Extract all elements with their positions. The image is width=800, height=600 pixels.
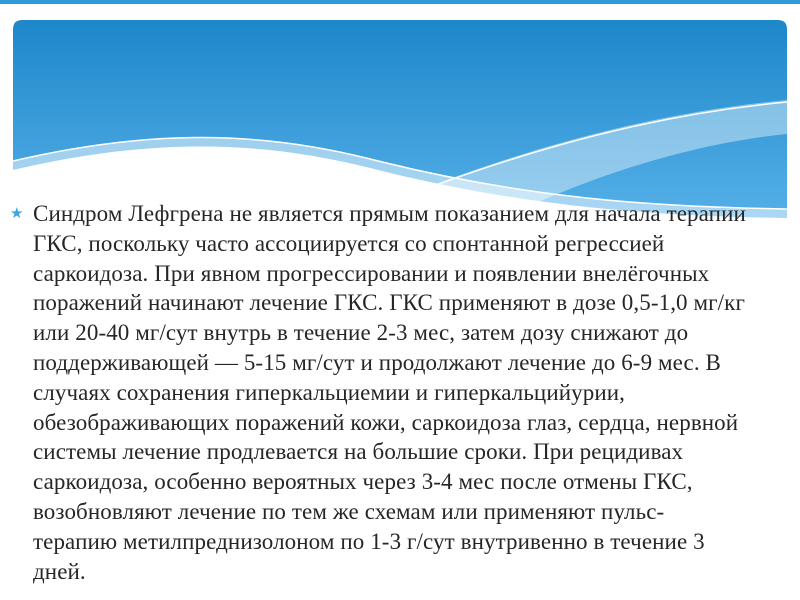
text-line: поражений начинают лечение ГКС. ГКС применяют в дозе 0,5-1,0 мг/кг <box>33 290 745 316</box>
text-line: дней. <box>33 558 86 584</box>
text-line: поддерживающей — 5-15 мг/сут и продолжают лечение до 6-9 мес. В <box>33 349 722 375</box>
top-edge-strip <box>0 0 800 4</box>
text-line: саркоидоза. При явном прогрессировании и появлении внелёгочных <box>33 260 710 286</box>
text-line: случаях сохранения гиперкальциемии и гиперкальцийурии, <box>33 379 626 405</box>
text-line: возобновляют лечение по тем же схемам или применяют пульс- <box>33 498 665 524</box>
text-line: терапию метилпреднизолоном по 1-3 г/сут внутривенно в течение 3 <box>33 528 705 554</box>
star-bullet-icon: ★ <box>10 204 24 222</box>
bullet-item <box>10 199 796 586</box>
text-line: обезображивающих поражений кожи, саркоидоза глаз, сердца, нервной <box>33 409 739 435</box>
text-line: или 20-40 мг/сут внутрь в течение 2-3 мес, затем дозу снижают до <box>33 320 689 346</box>
text-line: саркоидоза, особенно вероятных через 3-4 мес после отмены ГКС, <box>33 469 693 495</box>
text-line: ГКС, поскольку часто ассоциируется со спонтанной регрессией <box>33 230 665 256</box>
text-line: системы лечение продлевается на большие сроки. При рецидивах <box>33 439 684 465</box>
text-line: Синдром Лефгрена не является прямым показанием для начала терапии <box>33 201 746 226</box>
bullet-paragraph <box>33 199 746 586</box>
slide-body <box>10 199 796 586</box>
